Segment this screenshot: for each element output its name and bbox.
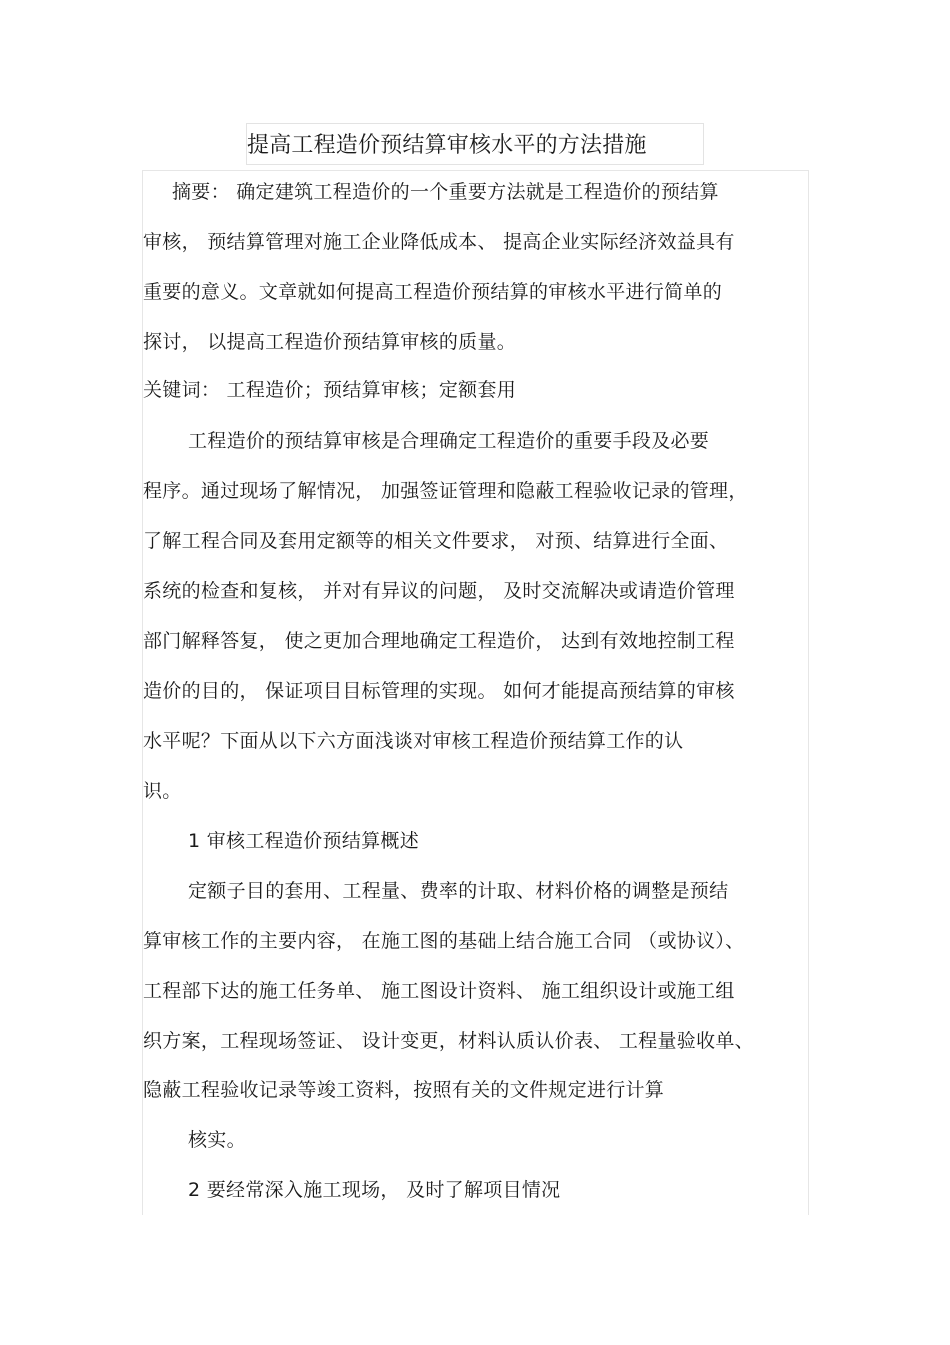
paragraph-2-line-1: 定额子目的套用、工程量、费率的计取、材料价格的调整是预结 (188, 880, 729, 902)
abstract-line-3: 重要的意义。文章就如何提高工程造价预结算的审核水平进行简单的 (143, 281, 723, 303)
paragraph-1-line-3: 了解工程合同及套用定额等的相关文件要求， 对预、结算进行全面、 (143, 530, 729, 552)
paragraph-1-line-2: 程序。通过现场了解情况， 加强签证管理和隐蔽工程验收记录的管理， (143, 480, 748, 502)
paragraph-2-line-2: 算审核工作的主要内容， 在施工图的基础上结合施工合同 （或协议）、 (143, 930, 745, 952)
paragraph-1-line-6: 造价的目的， 保证项目目标管理的实现。 如何才能提高预结算的审核 (143, 680, 735, 702)
abstract-line-1: 摘要： 确定建筑工程造价的一个重要方法就是工程造价的预结算 (172, 181, 719, 203)
paragraph-1-line-1: 工程造价的预结算审核是合理确定工程造价的重要手段及必要 (188, 430, 710, 452)
document-title: 提高工程造价预结算审核水平的方法措施 (247, 133, 647, 158)
abstract-line-4: 探讨， 以提高工程造价预结算审核的质量。 (143, 331, 517, 353)
paragraph-1-line-7: 水平呢？下面从以下六方面浅谈对审核工程造价预结算工作的认 (143, 730, 684, 752)
paragraph-1-line-5: 部门解释答复， 使之更加合理地确定工程造价， 达到有效地控制工程 (143, 630, 735, 652)
section-2-heading: 2 要经常深入施工现场， 及时了解项目情况 (188, 1179, 561, 1201)
paragraph-1-line-8: 识。 (143, 780, 182, 802)
paragraph-2-line-5: 隐蔽工程验收记录等竣工资料，按照有关的文件规定进行计算 (143, 1079, 665, 1101)
keywords-line: 关键词： 工程造价；预结算审核；定额套用 (143, 379, 517, 401)
paragraph-1-line-4: 系统的检查和复核， 并对有异议的问题， 及时交流解决或请造价管理 (143, 580, 735, 602)
abstract-line-2: 审核， 预结算管理对施工企业降低成本、 提高企业实际经济效益具有 (143, 231, 735, 253)
paragraph-2-line-4: 织方案，工程现场签证、 设计变更，材料认质认价表、 工程量验收单、 (143, 1030, 754, 1052)
paragraph-2-line-3: 工程部下达的施工任务单、 施工图设计资料、 施工组织设计或施工组 (143, 980, 735, 1002)
section-1-heading: 1 审核工程造价预结算概述 (188, 830, 420, 852)
paragraph-2-line-6: 核实。 (188, 1129, 246, 1151)
